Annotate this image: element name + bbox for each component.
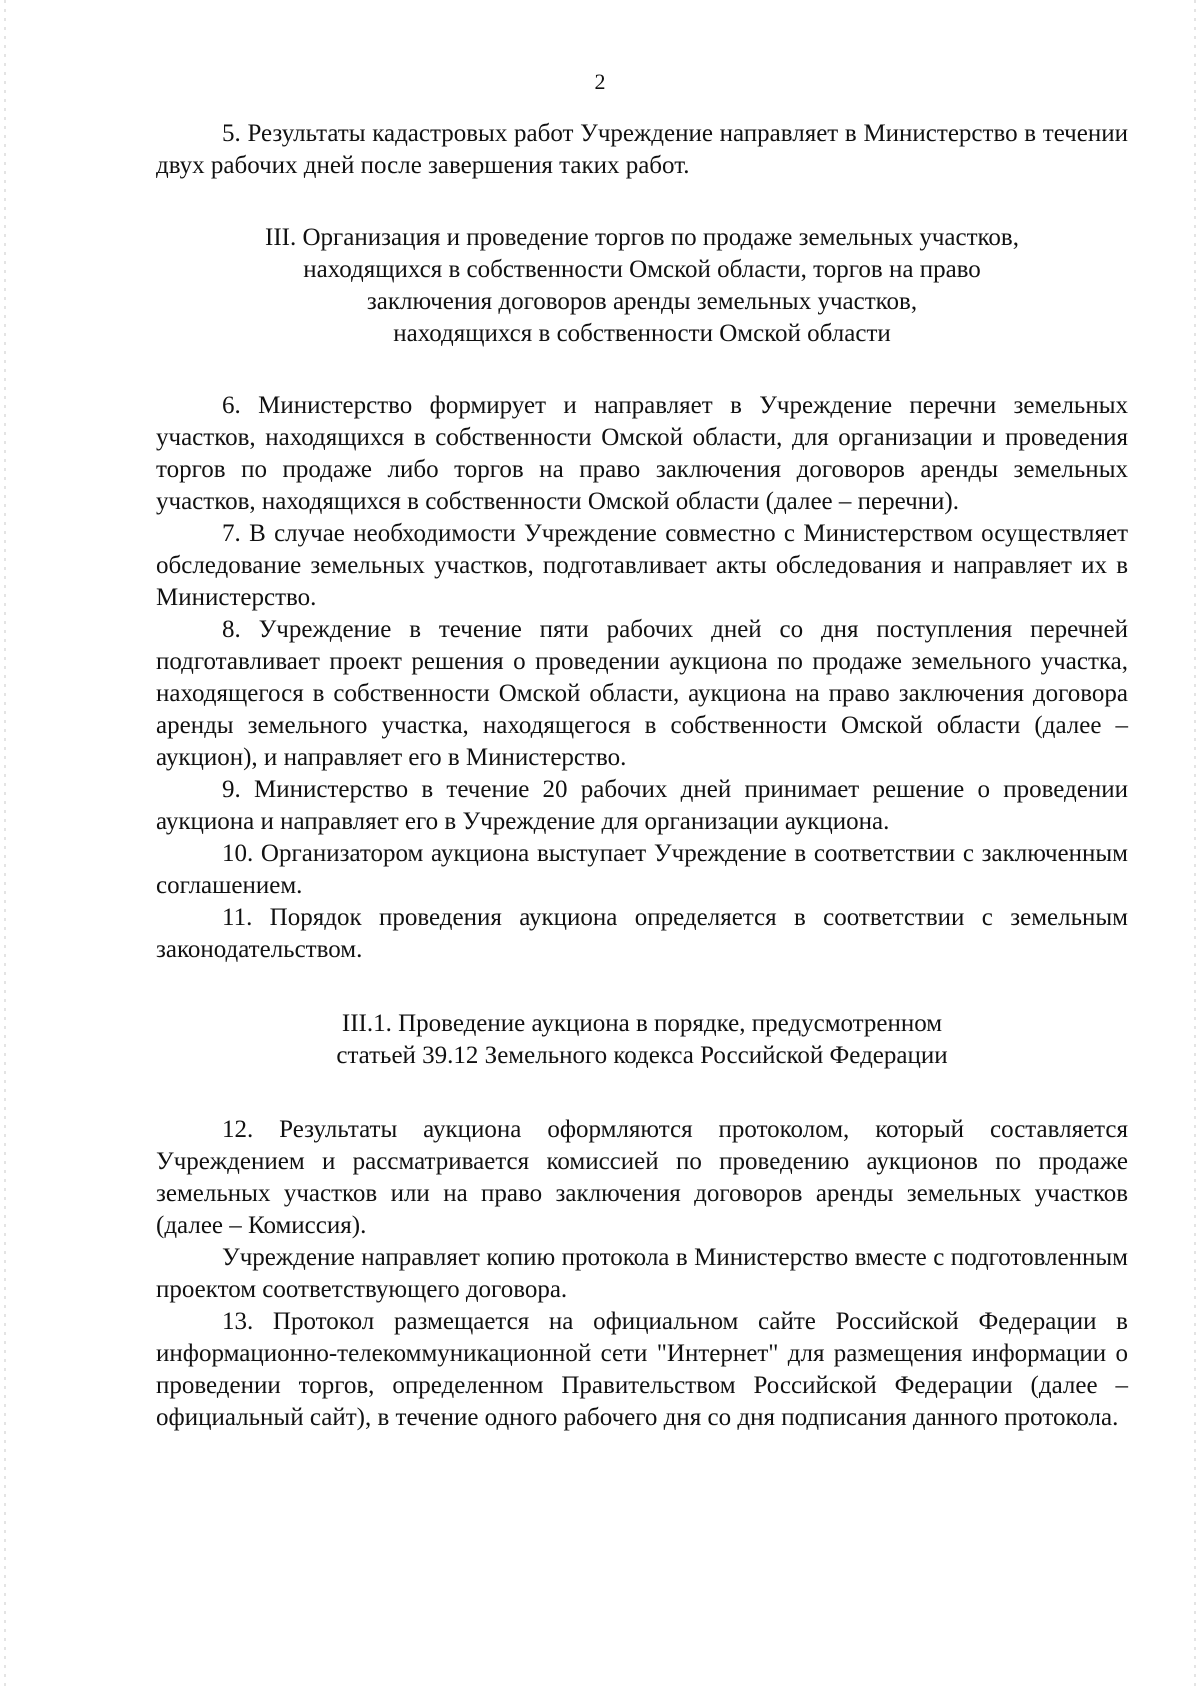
page-number: 2 (594, 69, 606, 94)
paragraph-13: 13. Протокол размещается на официальном сайте Российской Федерации в информационно-телекоммуникационной сети "Интернет" для размещения информации о проведении торгов, определенном Правительством Российской Федерации (далее – официальный сайт), в течение одного рабочего дня со дня подписания данного протокола. (156, 1308, 1128, 1431)
section-heading-3-line-3: заключения договоров аренды земельных участков, (366, 288, 918, 315)
paragraph-7: 7. В случае необходимости Учреждение совместно с Министерством осуществляет обследование земельных участков, подготавливает акты обследования и направляет их в Министерство. (156, 520, 1128, 611)
section-heading-3-1-line-1: III.1. Проведение аукциона в порядке, предусмотренном (341, 1010, 943, 1037)
paragraph-9: 9. Министерство в течение 20 рабочих дней принимает решение о проведении аукциона и направляет его в Учреждение для организации аукциона. (156, 776, 1128, 835)
paragraph-12: 12. Результаты аукциона оформляются протоколом, который составляется Учреждением и рассматривается комиссией по проведению аукционов по продаже земельных участков или на право заключения договоров аренды земельных участков (далее – Комиссия). (156, 1116, 1128, 1239)
section-heading-3 (156, 222, 1128, 350)
paragraph-10: 10. Организатором аукциона выступает Учреждение в соответствии с заключенным соглашением. (156, 840, 1128, 899)
scan-edge-right (1194, 0, 1196, 1686)
section-heading-3-line-1: III. Организация и проведение торгов по продаже земельных участков, (265, 224, 1019, 251)
section-heading-3-line-4: находящихся в собственности Омской области (393, 320, 891, 347)
scan-edge-left (4, 0, 6, 1686)
paragraph-8: 8. Учреждение в течение пяти рабочих дней со дня поступления перечней подготавливает проект решения о проведении аукциона по продаже земельного участка, находящегося в собственности Омской области, аукциона на право заключения договора аренды земельного участка, находящегося в собственности Омской области (далее – аукцион), и направляет его в Министерство. (156, 616, 1128, 771)
document-body (156, 118, 1128, 1434)
paragraph-6: 6. Министерство формирует и направляет в Учреждение перечни земельных участков, находящихся в собственности Омской области, для организации и проведения торгов по продаже либо торгов на право заключения договоров аренды земельных участков, находящихся в собственности Омской области (далее – перечни). (156, 392, 1128, 515)
section-heading-3-1 (156, 1008, 1128, 1072)
section-heading-3-line-2: находящихся в собственности Омской области, торгов на право (303, 256, 981, 283)
paragraph-5: 5. Результаты кадастровых работ Учреждение направляет в Министерство в течении двух рабочих дней после завершения таких работ. (156, 120, 1128, 179)
section-heading-3-1-line-2: статьей 39.12 Земельного кодекса Российской Федерации (336, 1042, 948, 1069)
paragraph-12-continued: Учреждение направляет копию протокола в Министерство вместе с подготовленным проектом соответствующего договора. (156, 1244, 1128, 1303)
paragraph-11: 11. Порядок проведения аукциона определяется в соответствии с земельным законодательством. (156, 904, 1128, 963)
